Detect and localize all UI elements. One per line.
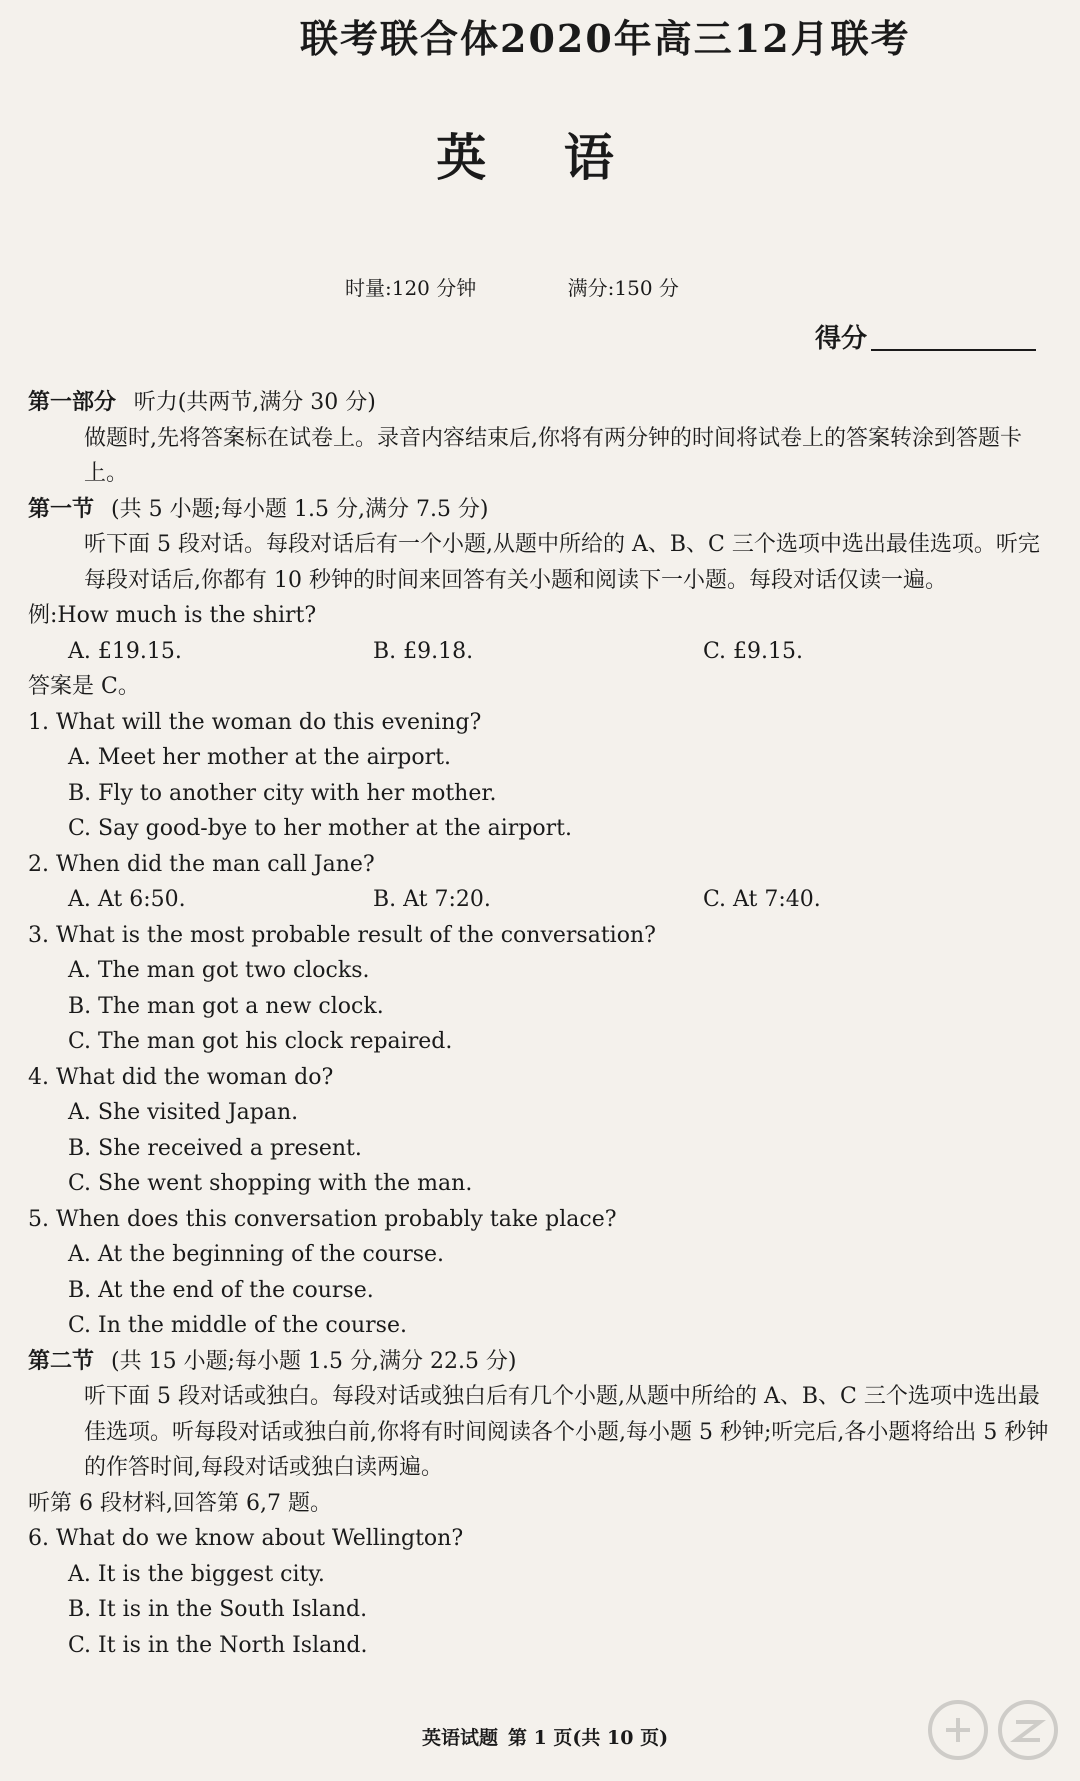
q6-option-c: C. It is in the North Island. [68, 1632, 368, 1658]
subject-title: 英 语 [436, 128, 644, 187]
q5-option-c: C. In the middle of the course. [68, 1313, 407, 1338]
section2-title: 第二节 [28, 1347, 95, 1374]
q1-option-a: A. Meet her mother at the airport. [68, 745, 451, 770]
full-score: 满分:150 分 [567, 276, 679, 300]
time-limit: 时量:120 分钟 [345, 276, 477, 300]
question-2: 2. When did the man call Jane? [28, 851, 375, 877]
section1-title: 第一节 [28, 495, 95, 522]
part1-heading [28, 385, 1058, 421]
material-note: 听第 6 段材料,回答第 6,7 题。 [28, 1490, 332, 1516]
q1-option-b: B. Fly to another city with her mother. [68, 780, 497, 806]
question-1: 1. What will the woman do this evening? [28, 709, 482, 735]
watermark-logo [918, 1690, 1068, 1770]
q2-option-b: B. At 7:20. [373, 887, 491, 912]
section1-note: (共 5 小题;每小题 1.5 分,满分 7.5 分) [111, 496, 489, 522]
q3-option-b: B. The man got a new clock. [68, 993, 384, 1019]
footer-page: 第 1 页(共 10 页) [507, 1727, 669, 1749]
q2-option-a: A. At 6:50. [68, 887, 186, 912]
section2-instructions: 听下面 5 段对话或独白。每段对话或独白后有几个小题,从题中所给的 A、B、C 三个选项中选出最佳选项。听每段对话或独白前,你将有时间阅读各个小题,每小题 5 秒钟;听完后,各小题将给出 5 秒钟的作答时间,每段对话或独白读两遍。 [84, 1384, 1049, 1480]
example-options [28, 634, 1058, 670]
question-5: 5. When does this conversation probably take place? [28, 1206, 617, 1232]
section1-instructions: 听下面 5 段对话。每段对话后有一个小题,从题中所给的 A、B、C 三个选项中选出最佳选项。听完每段对话后,你都有 10 秒钟的时间来回答有关小题和阅读下一小题。每段对话仅读一遍。 [84, 532, 1040, 593]
section2-heading [28, 1344, 1058, 1380]
question-4: 4. What did the woman do? [28, 1064, 334, 1090]
exam-title: 联考联合体2020年高三12月联考 [300, 16, 911, 61]
footer-label: 英语试题 [421, 1727, 498, 1749]
q1-option-c: C. Say good-bye to her mother at the airport. [68, 816, 573, 841]
example-option-c: C. £9.15. [703, 638, 804, 664]
example-option-a: A. £19.15. [68, 638, 182, 664]
exam-meta [345, 272, 845, 301]
exam-content [28, 385, 1058, 1663]
question-3: 3. What is the most probable result of the conversation? [28, 922, 656, 948]
q4-option-b: B. She received a present. [68, 1135, 362, 1161]
score-blank [871, 349, 1036, 351]
q6-option-a: A. It is the biggest city. [68, 1561, 325, 1587]
section2-note: (共 15 小题;每小题 1.5 分,满分 22.5 分) [111, 1348, 517, 1374]
q3-option-c: C. The man got his clock repaired. [68, 1029, 453, 1054]
part1-instructions: 做题时,先将答案标在试卷上。录音内容结束后,你将有两分钟的时间将试卷上的答案转涂到答题卡上。 [84, 425, 1022, 486]
score-label: 得分 [815, 324, 868, 354]
q3-option-a: A. The man got two clocks. [68, 958, 370, 983]
section1-heading [28, 492, 1058, 528]
question-6: 6. What do we know about Wellington? [28, 1526, 464, 1551]
q4-option-a: A. She visited Japan. [68, 1100, 299, 1125]
example-question: 例:How much is the shirt? [28, 603, 317, 628]
q5-option-b: B. At the end of the course. [68, 1277, 374, 1303]
example-answer: 答案是 C。 [28, 674, 140, 699]
score-field [815, 318, 1036, 355]
part1-note: 听力(共两节,满分 30 分) [133, 390, 376, 415]
q6-option-b: B. It is in the South Island. [68, 1597, 368, 1622]
part1-title: 第一部分 [28, 389, 117, 415]
q2-options [28, 882, 1058, 918]
q2-option-c: C. At 7:40. [703, 887, 821, 912]
q4-option-c: C. She went shopping with the man. [68, 1171, 473, 1196]
q5-option-a: A. At the beginning of the course. [68, 1242, 445, 1267]
example-option-b: B. £9.18. [373, 638, 474, 664]
